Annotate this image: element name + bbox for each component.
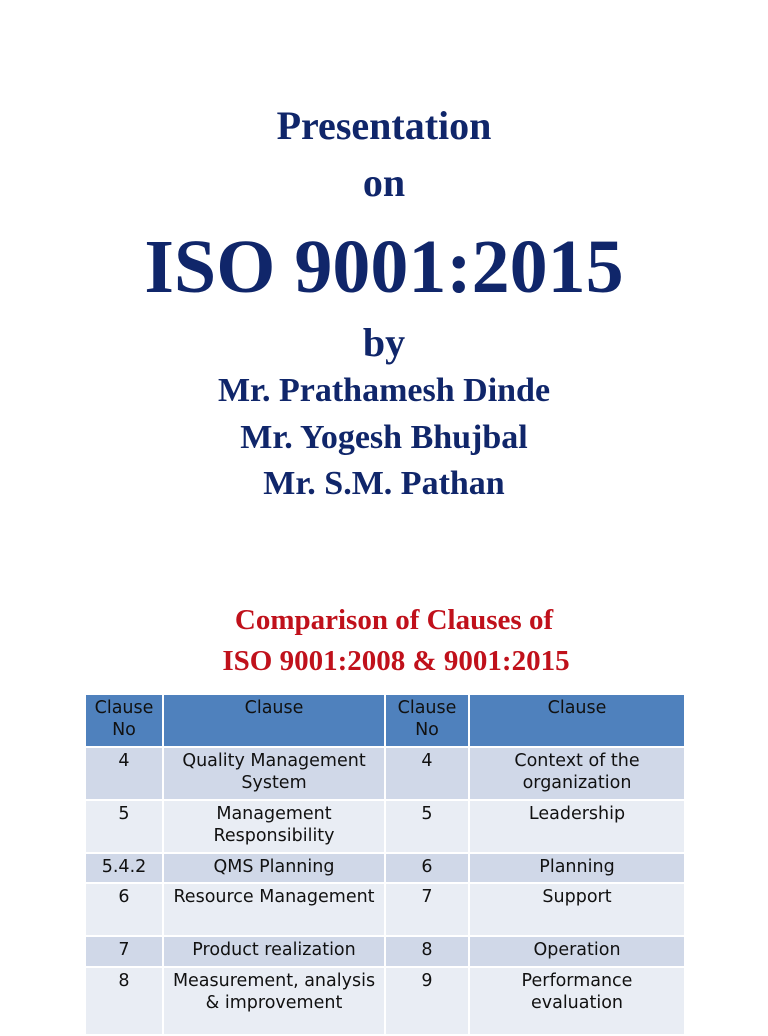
table-cell: Management Responsibility	[163, 800, 385, 853]
table-cell: Measurement, analysis & improvement	[163, 967, 385, 1035]
table-cell: 6	[385, 853, 469, 883]
table-row	[85, 883, 685, 936]
table-header-row	[85, 694, 685, 747]
by-text: by	[362, 320, 406, 365]
comparison-title-line2: ISO 9001:2008 & 9001:2015	[222, 645, 570, 677]
presentation-heading: Presentation	[276, 103, 492, 148]
table-cell: 4	[85, 747, 163, 800]
table-cell: Leadership	[469, 800, 685, 853]
iso-title: ISO 9001:2015	[144, 225, 624, 309]
author-name: Mr. Prathamesh Dinde	[217, 372, 551, 409]
header-clause-no-2015: Clause No	[385, 694, 469, 747]
table-cell: QMS Planning	[163, 853, 385, 883]
clause-comparison-table	[84, 693, 686, 1036]
table-cell: 9	[385, 967, 469, 1035]
table-cell: 6	[85, 883, 163, 936]
table-cell: 5	[385, 800, 469, 853]
comparison-title-line1: Comparison of Clauses of	[234, 604, 554, 636]
table-row	[85, 747, 685, 800]
table-cell: Support	[469, 883, 685, 936]
table-cell: Context of the organization	[469, 747, 685, 800]
table-cell: Product realization	[163, 936, 385, 966]
table-cell: 4	[385, 747, 469, 800]
table-cell: 8	[85, 967, 163, 1035]
table-cell: 5.4.2	[85, 853, 163, 883]
on-text: on	[362, 160, 406, 205]
table-row	[85, 853, 685, 883]
header-clause-no-2008: Clause No	[85, 694, 163, 747]
table-cell: 8	[385, 936, 469, 966]
table-cell: 7	[85, 936, 163, 966]
author-name: Mr. S.M. Pathan	[263, 465, 505, 502]
header-clause-2008: Clause	[163, 694, 385, 747]
table-cell: Quality Management System	[163, 747, 385, 800]
table-cell: 5	[85, 800, 163, 853]
table-cell: Operation	[469, 936, 685, 966]
table-cell: Performance evaluation	[469, 967, 685, 1035]
table-row	[85, 967, 685, 1035]
table-cell: Resource Management	[163, 883, 385, 936]
table-cell: Planning	[469, 853, 685, 883]
table-row	[85, 800, 685, 853]
table-cell: 7	[385, 883, 469, 936]
header-clause-2015: Clause	[469, 694, 685, 747]
author-name: Mr. Yogesh Bhujbal	[240, 419, 528, 456]
table-row	[85, 936, 685, 966]
